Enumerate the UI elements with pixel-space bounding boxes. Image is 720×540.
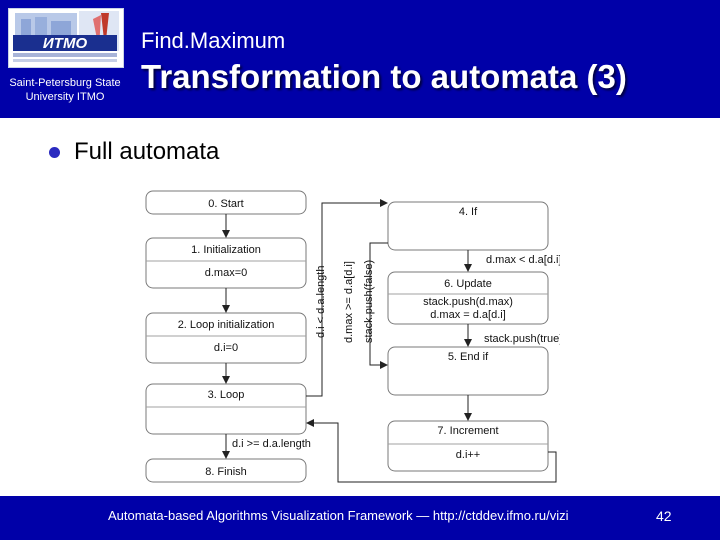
state-loop-label: 3. Loop (207, 389, 245, 401)
slide-title: Transformation to automata (3) (141, 58, 627, 95)
page-number: 42 (656, 508, 672, 524)
state-finish-label: 8. Finish (205, 466, 247, 478)
state-loop-initialization-label: 2. Loop initialization (177, 319, 275, 331)
state-update-action-1: stack.push(d.max) (423, 296, 513, 308)
state-start-label: 0. Start (208, 198, 244, 210)
university-name: Saint-Petersburg State University ITMO (9, 77, 121, 103)
itmo-logo (8, 8, 124, 68)
bullet-icon (49, 147, 60, 158)
state-increment-action: d.i++ (455, 449, 481, 461)
slide-subtitle: Find.Maximum (141, 28, 286, 53)
bullet-text: Full automata (74, 138, 220, 165)
transition-max-lt: d.max < d.a[d.i] (486, 254, 560, 266)
footer-text: Automata-based Algorithms Visualization Framework — http://ctddev.ifmo.ru/vizi (108, 508, 569, 523)
logo-text: ИТМО (42, 35, 88, 52)
state-if-label: 4. If (458, 206, 478, 218)
state-update-action-2: d.max = d.a[d.i] (430, 309, 506, 321)
transition-max-ge: d.max >= d.a[d.i] (343, 261, 355, 343)
state-loop-initialization-action: d.i=0 (213, 342, 239, 354)
state-initialization-action: d.max=0 (204, 267, 248, 279)
transition-i-ge-length: d.i >= d.a.length (232, 438, 311, 450)
transition-push-false: stack.push(false) (363, 259, 375, 343)
slide-header (0, 0, 720, 118)
state-increment-label: 7. Increment (437, 425, 499, 437)
transition-push-true: stack.push(true) (484, 333, 560, 345)
state-end-if-label: 5. End if (447, 351, 489, 363)
automaton-diagram (140, 186, 560, 491)
slide-footer (0, 496, 720, 540)
state-update-label: 6. Update (444, 278, 492, 290)
transition-i-lt-length: d.i < d.a.length (315, 265, 327, 338)
state-initialization-label: 1. Initialization (191, 244, 261, 256)
